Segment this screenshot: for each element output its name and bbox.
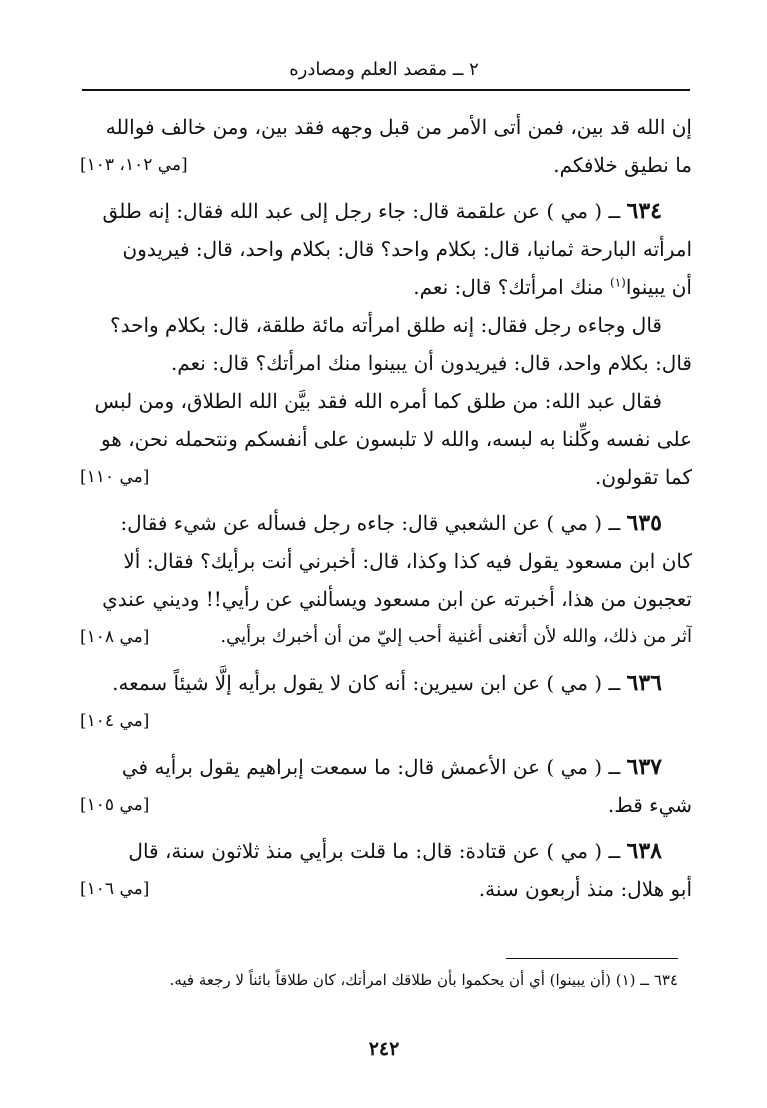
line-text: عن علقمة قال: جاء رجل إلى عبد الله فقال: إنه طلق	[102, 199, 541, 223]
line-text: شيء قط.	[607, 793, 692, 817]
text-line	[80, 786, 692, 824]
text-line	[80, 268, 692, 306]
hadith-634-line	[80, 192, 692, 230]
text-line	[80, 306, 692, 344]
source-reference: [مي ١١٠]	[80, 467, 150, 487]
line-text: امرأته البارحة ثمانيا، قال: بكلام واحد؟ قال: بكلام واحد، قال: فيريدون	[122, 237, 692, 261]
hadith-number: ٦٣٤	[626, 198, 662, 224]
hadith-number: ٦٣٦	[626, 670, 662, 696]
text-line	[80, 230, 692, 268]
line-text: على نفسه وكِّلنا به لبسه، والله لا تلبسون على أنفسكم ونتحمله نحن، هو	[100, 427, 692, 451]
line-text: إن الله قد بين، فمن أتى الأمر من قبل وجهه فقد بين، ومن خالف فوالله	[105, 115, 692, 139]
line-text: قال وجاءه رجل فقال: إنه طلق امرأته مائة طلقة، قال: بكلام واحد؟	[109, 313, 662, 337]
line-text: أن يبينوا	[625, 275, 692, 299]
source-reference: [مي ١٠٢، ١٠٣]	[80, 155, 188, 175]
text-line	[80, 108, 692, 146]
line-text: عن الشعبي قال: جاءه رجل فسأله عن شيء فقال:	[120, 511, 541, 535]
text-line	[80, 870, 692, 908]
line-text: تعجبون من هذا، أخبرته عن ابن مسعود ويسألني عن رأيي!! وديني عندي	[102, 587, 692, 611]
line-text: كما تقولون.	[594, 465, 692, 489]
source-reference: [مي ١٠٦]	[80, 879, 150, 899]
line-text: آثر من ذلك، والله لأن أتغنى أغنية أحب إليّ من أن أخبرك برأيي.	[220, 626, 692, 647]
hadith-635-line	[80, 504, 692, 542]
text-line	[80, 580, 692, 618]
source-reference: [مي ١٠٤]	[80, 711, 150, 731]
text-line	[80, 618, 692, 656]
line-text: عن ابن سيرين: أنه كان لا يقول برأيه إلَّا شيئاً سمعه.	[112, 671, 541, 695]
footnote: ٦٣٤ ــ (١) (أن يبينوا) أي أن يحكموا بأن طلاقك امرأتك، كان طلاقاً بائناً لا رجعة فيه.	[169, 971, 678, 989]
line-text: عن قتادة: قال: ما قلت برأيي منذ ثلاثون سنة، قال	[128, 839, 541, 863]
line-text: قال: بكلام واحد، قال: فيريدون أن يبينوا منك امرأتك؟ قال: نعم.	[170, 351, 692, 375]
text-line	[80, 542, 692, 580]
hadith-marker: ــ ( مي )	[546, 671, 621, 695]
source-reference: [مي ١٠٥]	[80, 795, 150, 815]
text-line	[80, 146, 692, 184]
text-line	[80, 702, 692, 740]
hadith-marker: ــ ( مي )	[546, 755, 621, 779]
running-header: ٢ ــ مقصد العلم ومصادره	[289, 59, 479, 80]
text-line	[80, 344, 692, 382]
line-text: عن الأعمش قال: ما سمعت إبراهيم يقول برأيه في	[121, 755, 541, 779]
paragraph-gap	[80, 824, 692, 832]
hadith-marker: ــ ( مي )	[546, 839, 621, 863]
text-line	[80, 458, 692, 496]
line-text: ما نطيق خلافكم.	[553, 153, 692, 177]
page-body	[80, 108, 692, 908]
hadith-number: ٦٣٨	[626, 838, 662, 864]
footnote-ref[interactable]: (١)	[610, 275, 626, 290]
paragraph-gap	[80, 740, 692, 748]
paragraph-gap	[80, 184, 692, 192]
hadith-638-line	[80, 832, 692, 870]
line-text: فقال عبد الله: من طلق كما أمره الله فقد بيَّن الله الطلاق، ومن لبس	[94, 389, 662, 413]
line-text: أبو هلال: منذ أربعون سنة.	[478, 877, 692, 901]
page-number: ٢٤٢	[368, 1038, 400, 1060]
hadith-637-line	[80, 748, 692, 786]
text-line	[80, 420, 692, 458]
hadith-number: ٦٣٥	[626, 510, 662, 536]
hadith-marker: ــ ( مي )	[546, 511, 621, 535]
text-line	[80, 382, 692, 420]
footnote-rule	[506, 958, 678, 959]
line-text: منك امرأتك؟ قال: نعم.	[413, 275, 604, 299]
paragraph-gap	[80, 496, 692, 504]
hadith-636-line	[80, 664, 692, 702]
header-rule	[82, 89, 690, 91]
paragraph-gap	[80, 656, 692, 664]
hadith-number: ٦٣٧	[626, 754, 662, 780]
line-text: كان ابن مسعود يقول فيه كذا وكذا، قال: أخبرني أنت برأيك؟ فقال: ألا	[123, 549, 692, 573]
source-reference: [مي ١٠٨]	[80, 627, 150, 647]
hadith-marker: ــ ( مي )	[546, 199, 621, 223]
